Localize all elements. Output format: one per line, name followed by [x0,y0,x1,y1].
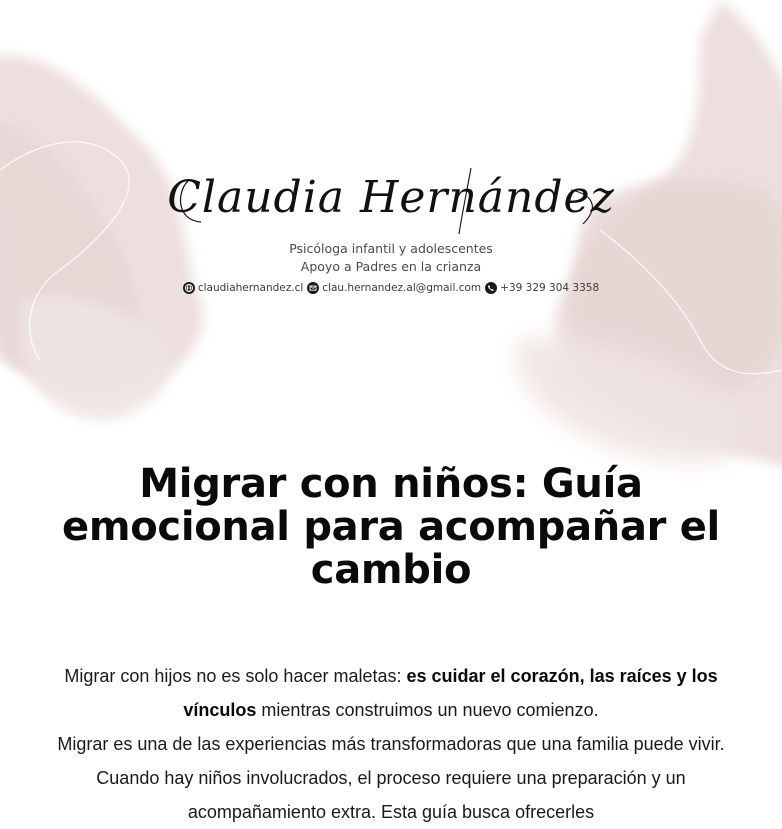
contact-phone[interactable] [485,282,599,294]
contact-bar [0,282,782,294]
logo-text: Claudia Hernández [167,172,615,223]
article-title: Migrar con niños: Guía emocional para acompañar el cambio [62,461,720,593]
contact-email[interactable] [307,282,481,294]
intro-text-1: Migrar con hijos no es solo hacer maletas: [64,666,407,686]
email-text: clau.hernandez.al@gmail.com [322,282,482,294]
phone-text: +39 329 304 3358 [500,282,600,294]
intro-bold-text: es cuidar el corazón, las raíces y los vínculos [183,666,718,720]
website-text: claudiahernandez.cl [197,282,304,294]
article-body [50,659,732,829]
mail-icon [307,282,319,294]
second-paragraph: Migrar es una de las experiencias más transformadoras que una familia puede vivir. Cuando hay niños involucrados, el proceso requiere una preparación y un acompañamiento extra. Esta guía busca ofrecerles [57,734,725,822]
signature-logo [167,150,615,238]
subtitle-profession: Psicóloga infantil y adolescentes [289,241,493,256]
globe-icon [183,282,195,294]
contact-website[interactable] [183,282,303,294]
intro-text-2: mientras construimos un nuevo comienzo. [256,700,599,720]
letterhead [0,150,782,294]
subtitle-service: Apoyo a Padres en la crianza [300,259,482,274]
phone-icon [485,282,497,294]
intro-paragraph [50,659,732,727]
